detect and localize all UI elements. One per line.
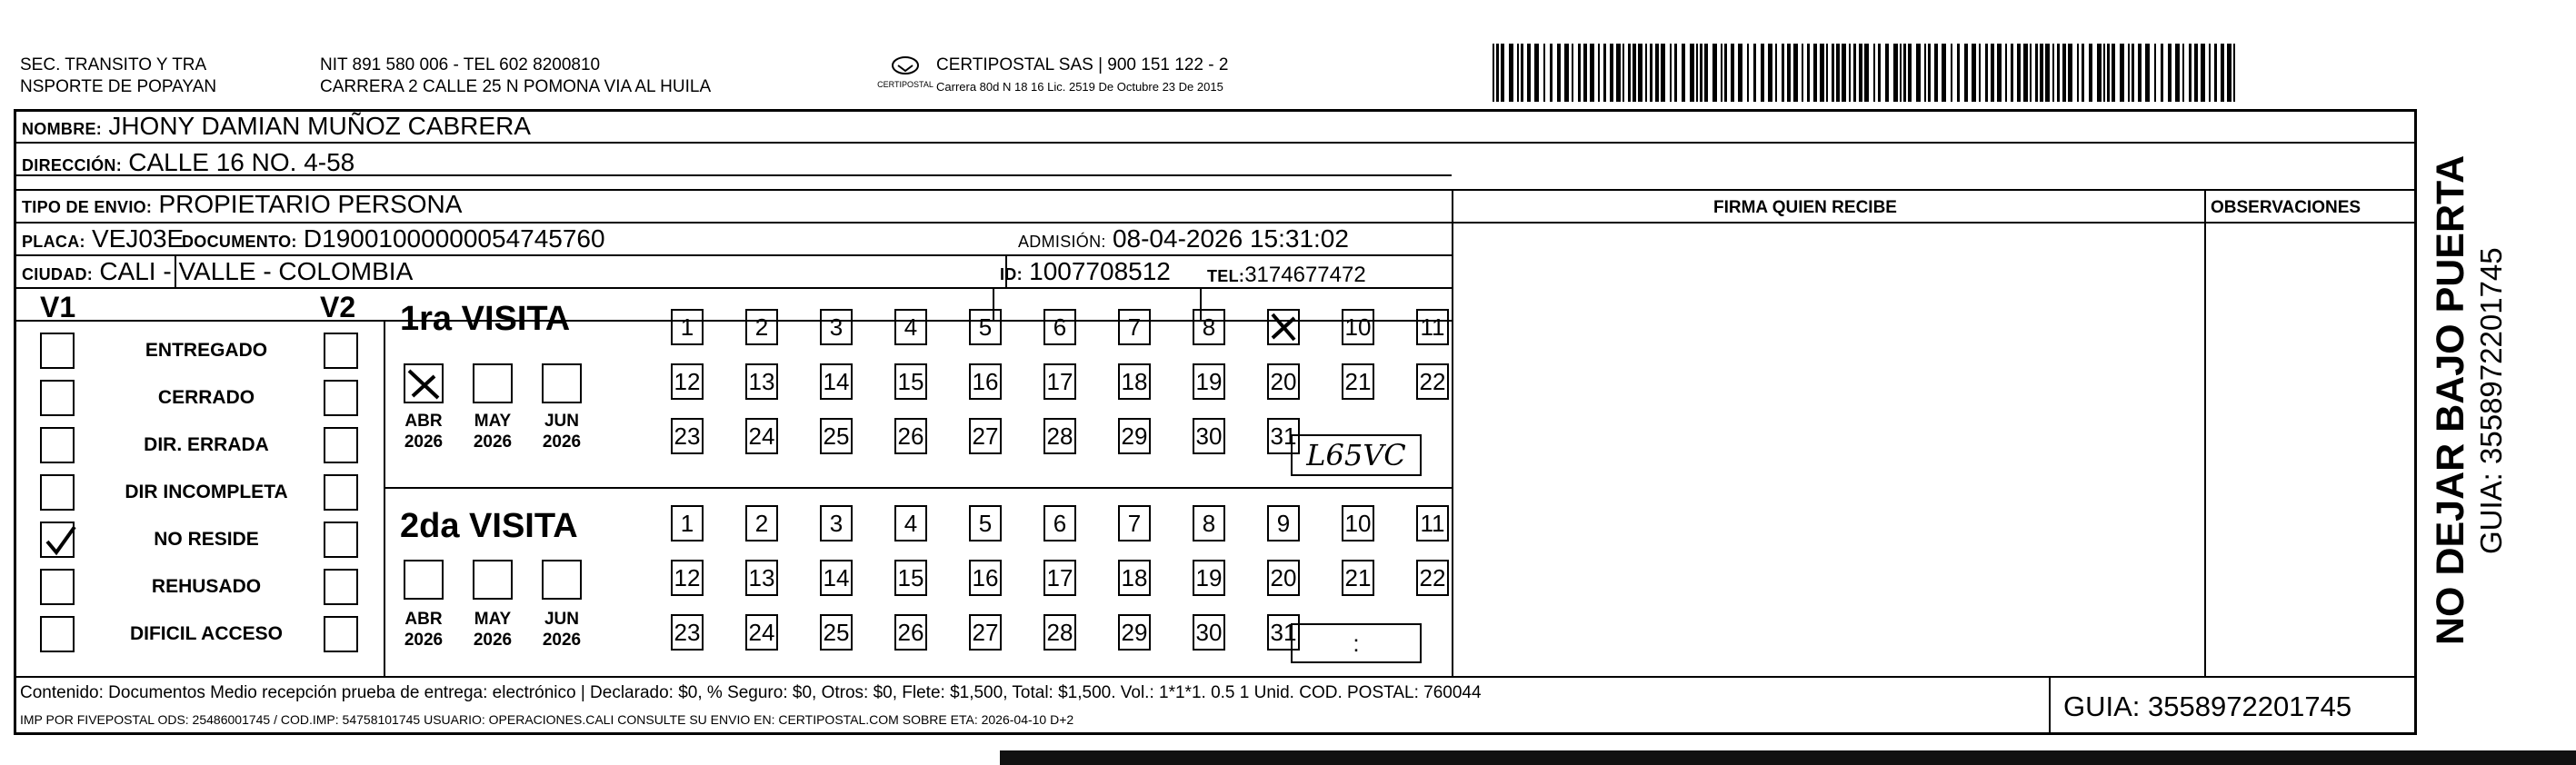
- day-box[interactable]: 8: [1193, 309, 1225, 345]
- day-box[interactable]: 3: [820, 309, 853, 345]
- row-divider: [14, 320, 1452, 322]
- v2-checkbox[interactable]: [324, 522, 358, 558]
- nombre-row: [22, 113, 531, 143]
- v1-checkbox[interactable]: [40, 333, 75, 369]
- day-box[interactable]: 15: [894, 363, 927, 400]
- day-box[interactable]: 14: [820, 560, 853, 596]
- day-box[interactable]: 12: [671, 363, 704, 400]
- barcode-bar: [2035, 44, 2038, 102]
- day-box[interactable]: 21: [1342, 363, 1374, 400]
- day-box[interactable]: 13: [745, 363, 778, 400]
- barcode-bar: [1859, 44, 1862, 102]
- courier-line-2: Carrera 80d N 18 16 Lic. 2519 De Octubre 23 De 2015: [936, 80, 1223, 94]
- barcode-bar: [1509, 44, 1513, 102]
- barcode-bar: [1972, 44, 1976, 102]
- visit2-time-field[interactable]: :: [1291, 623, 1422, 663]
- firma-header: FIRMA QUIEN RECIBE: [1713, 198, 1897, 217]
- day-box[interactable]: 21: [1342, 560, 1374, 596]
- barcode-bar: [2017, 44, 2021, 102]
- barcode-bar: [1721, 44, 1722, 102]
- ciudad-cell: [22, 258, 413, 288]
- barcode-bar: [1650, 44, 1652, 102]
- tel-label: TEL:: [1207, 267, 1245, 285]
- barcode-bar: [1951, 44, 1952, 102]
- observaciones-divider: [2204, 189, 2206, 676]
- visit-divider: [384, 320, 385, 676]
- day-box[interactable]: 14: [820, 363, 853, 400]
- barcode-bar: [2052, 44, 2054, 102]
- v1-checkbox[interactable]: [40, 474, 75, 511]
- month-year: 2026: [542, 631, 582, 650]
- month-label: [394, 609, 453, 651]
- courier-block: [936, 55, 1228, 94]
- barcode-bar: [1775, 44, 1777, 102]
- day-box[interactable]: 10: [1342, 505, 1374, 541]
- day-box[interactable]: 6: [1043, 309, 1076, 345]
- certipostal-logo-icon: [873, 51, 938, 93]
- barcode-bar: [1942, 44, 1946, 102]
- barcode-bar: [1849, 44, 1851, 102]
- barcode-bar: [1985, 44, 1988, 102]
- day-box[interactable]: 28: [1043, 614, 1076, 651]
- barcode-bar: [2062, 44, 2066, 102]
- courier-line-1: CERTIPOSTAL SAS | 900 151 122 - 2: [936, 55, 1229, 75]
- barcode-bar: [1496, 44, 1499, 102]
- day-box[interactable]: 4: [894, 309, 927, 345]
- month-year: 2026: [404, 631, 444, 650]
- month-label: [464, 411, 522, 452]
- status-label: NO RESIDE: [154, 529, 259, 550]
- day-box[interactable]: 22: [1416, 363, 1449, 400]
- direccion-value: CALLE 16 NO. 4-58: [128, 148, 355, 176]
- day-box[interactable]: 30: [1193, 614, 1225, 651]
- barcode-bar: [2057, 44, 2060, 102]
- nit-line-2: CARRERA 2 CALLE 25 N POMONA VIA AL HUILA: [320, 77, 712, 96]
- barcode-bar: [1826, 44, 1828, 102]
- barcode-bar: [1873, 44, 1875, 102]
- day-box[interactable]: 20: [1267, 560, 1300, 596]
- barcode-bar: [1731, 44, 1734, 102]
- barcode-bar: [2194, 44, 2198, 102]
- day-box[interactable]: 9: [1267, 505, 1300, 541]
- observaciones-header: OBSERVACIONES: [2211, 198, 2361, 217]
- day-box[interactable]: 12: [671, 560, 704, 596]
- barcode-bar: [2214, 44, 2217, 102]
- admision-label: ADMISIÓN:: [1018, 233, 1106, 251]
- barcode-bar: [1903, 44, 1906, 102]
- barcode-bar: [1682, 44, 1685, 102]
- svg-text:CERTIPOSTAL: CERTIPOSTAL: [877, 80, 934, 89]
- barcode-bar: [1893, 44, 1898, 102]
- day-box[interactable]: 11: [1416, 505, 1449, 541]
- barcode-bar: [2030, 44, 2032, 102]
- barcode-bar: [1572, 44, 1573, 102]
- barcode-bar: [1616, 44, 1621, 102]
- barcode-bar: [1645, 44, 1647, 102]
- barcode-bar: [1957, 44, 1960, 102]
- barcode-bar: [2040, 44, 2043, 102]
- barcode-bar: [1564, 44, 1569, 102]
- barcode-bar: [1753, 44, 1756, 102]
- barcode-bar: [1670, 44, 1672, 102]
- barcode-bar: [1578, 44, 1581, 102]
- firma-divider: [1452, 189, 1453, 676]
- day-box[interactable]: 6: [1043, 505, 1076, 541]
- day-box[interactable]: 30: [1193, 418, 1225, 454]
- barcode-bar: [1527, 44, 1531, 102]
- v1-checkbox[interactable]: [40, 569, 75, 605]
- barcode-bar: [1704, 44, 1708, 102]
- barcode-bar: [1638, 44, 1642, 102]
- barcode-bar: [1820, 44, 1824, 102]
- barcode-bar: [1878, 44, 1881, 102]
- barcode-bar: [2077, 44, 2079, 102]
- no-dejar-bajo-puerta: NO DEJAR BAJO PUERTA: [2429, 154, 2472, 645]
- barcode-bar: [1712, 44, 1717, 102]
- day-box[interactable]: 5: [969, 505, 1002, 541]
- month-name: MAY: [474, 610, 512, 629]
- barcode-bar: [1807, 44, 1810, 102]
- day-box[interactable]: 25: [820, 418, 853, 454]
- scan-edge: [1000, 750, 2576, 765]
- barcode-bar: [1885, 44, 1889, 102]
- month-year: 2026: [542, 432, 582, 452]
- visit1-title: 1ra VISITA: [400, 300, 571, 338]
- nombre-label: NOMBRE:: [22, 120, 103, 138]
- month-checkbox[interactable]: [542, 363, 582, 403]
- day-box[interactable]: 31: [1267, 418, 1300, 454]
- month-name: JUN: [544, 610, 579, 629]
- day-box[interactable]: 3: [820, 505, 853, 541]
- barcode-bar: [2182, 44, 2184, 102]
- month-name: MAY: [474, 412, 512, 431]
- barcode-bar: [2082, 44, 2084, 102]
- v1-label: V1: [40, 291, 76, 323]
- barcode-bar: [2132, 44, 2134, 102]
- admision-value: 08-04-2026 15:31:02: [1112, 224, 1349, 253]
- barcode-bar: [1787, 44, 1791, 102]
- day-box[interactable]: 19: [1193, 363, 1225, 400]
- month-checkbox[interactable]: [473, 560, 513, 600]
- barcode-bar: [2227, 44, 2232, 102]
- placa-value: VEJ03E: [92, 224, 185, 253]
- barcode-bar: [1864, 44, 1869, 102]
- status-label: DIFICIL ACCESO: [129, 623, 283, 644]
- month-label: [464, 609, 522, 651]
- guia-divider: [2049, 676, 2051, 735]
- barcode-bar: [1991, 44, 1994, 102]
- barcode-bar: [2233, 44, 2235, 102]
- barcode-bar: [2107, 44, 2110, 102]
- month-year: 2026: [473, 432, 513, 452]
- nombre-value: JHONY DAMIAN MUÑOZ CABRERA: [108, 112, 531, 140]
- barcode-bar: [1550, 44, 1553, 102]
- barcode-bar: [1802, 44, 1803, 102]
- barcode-bar: [1853, 44, 1856, 102]
- v2-checkbox[interactable]: [324, 333, 358, 369]
- barcode-bar: [1813, 44, 1817, 102]
- month-name: ABR: [404, 412, 443, 431]
- visit-divider: [384, 487, 1452, 489]
- day-box[interactable]: 5: [969, 309, 1002, 345]
- visit1-time-handwritten: L65VC: [1291, 434, 1422, 476]
- direccion-row: [22, 149, 354, 179]
- barcode-bar: [1628, 44, 1631, 102]
- contenido-line: Contenido: Documentos Medio recepción prueba de entrega: electrónico | Declarado: $0, % Seguro: $0, Otros: $0, Flete: $1,500, Total: $1,500. Vol.: 1*1*1. 0.5 1 Unid. COD. POSTAL: 760044: [20, 683, 1482, 702]
- barcode-bar: [2145, 44, 2150, 102]
- id-cell: [1000, 258, 1171, 288]
- day-box[interactable]: 28: [1043, 418, 1076, 454]
- barcode-bar: [1610, 44, 1613, 102]
- barcode-bar: [1908, 44, 1912, 102]
- barcode-bar: [1534, 44, 1539, 102]
- month-checkbox[interactable]: [473, 363, 513, 403]
- day-box[interactable]: 8: [1193, 505, 1225, 541]
- day-box[interactable]: 13: [745, 560, 778, 596]
- v1-checkbox[interactable]: [40, 616, 75, 652]
- barcode-bar: [2011, 44, 2013, 102]
- sender-line-2: NSPORTE DE POPAYAN: [20, 77, 217, 96]
- barcode-bar: [1842, 44, 1846, 102]
- barcode-bar: [1997, 44, 2002, 102]
- documento-label: DOCUMENTO:: [182, 233, 297, 251]
- barcode-bar: [1832, 44, 1834, 102]
- barcode-bar: [1900, 44, 1902, 102]
- month-label: [533, 609, 591, 651]
- v1-checkbox[interactable]: [40, 427, 75, 463]
- v2-label: V2: [320, 291, 356, 323]
- barcode-bar: [1557, 44, 1561, 102]
- tipo-row: [22, 191, 462, 221]
- barcode-bar: [1934, 44, 1938, 102]
- month-label: [394, 411, 453, 452]
- barcode-bar: [1793, 44, 1798, 102]
- day-box[interactable]: 11: [1416, 309, 1449, 345]
- day-box[interactable]: 26: [894, 418, 927, 454]
- day-box[interactable]: 16: [969, 560, 1002, 596]
- day-box[interactable]: 23: [671, 418, 704, 454]
- barcode-bar: [1622, 44, 1624, 102]
- barcode-bar: [1964, 44, 1968, 102]
- documento-cell: [182, 225, 605, 255]
- day-box[interactable]: 18: [1118, 363, 1151, 400]
- sender-block: [20, 55, 216, 98]
- barcode-bar: [1632, 44, 1636, 102]
- barcode-bar: [1924, 44, 1926, 102]
- barcode-bar: [1583, 44, 1587, 102]
- v1-checkbox[interactable]: [40, 380, 75, 416]
- day-box[interactable]: 18: [1118, 560, 1151, 596]
- barcode-bar: [2103, 44, 2105, 102]
- v2-checkbox[interactable]: [324, 427, 358, 463]
- day-box[interactable]: 1: [671, 505, 704, 541]
- placa-label: PLACA:: [22, 233, 85, 251]
- day-box[interactable]: 16: [969, 363, 1002, 400]
- month-year: 2026: [473, 631, 513, 650]
- barcode-bar: [2005, 44, 2007, 102]
- barcode-bar: [2209, 44, 2211, 102]
- row-divider: [14, 222, 2417, 224]
- day-box[interactable]: 29: [1118, 418, 1151, 454]
- month-year: 2026: [404, 432, 444, 452]
- admision-cell: [1018, 225, 1349, 255]
- status-label: CERRADO: [157, 387, 255, 408]
- barcode-bar: [1928, 44, 1931, 102]
- documento-value: D19001000000054745760: [303, 224, 605, 253]
- barcode-bar: [1543, 44, 1545, 102]
- day-box[interactable]: 29: [1118, 614, 1151, 651]
- barcode-bar: [2128, 44, 2130, 102]
- id-label: ID:: [1000, 265, 1023, 283]
- barcode-bar: [1747, 44, 1749, 102]
- side-guia: GUIA: 3558972201745: [2474, 247, 2508, 554]
- barcode-bar: [1696, 44, 1698, 102]
- status-label: DIR INCOMPLETA: [125, 482, 288, 502]
- barcode-bar: [2168, 44, 2172, 102]
- imp-line: IMP POR FIVEPOSTAL ODS: 25486001745 / COD.IMP: 54758101745 USUARIO: OPERACIONES.CALI CONSULTE SU ENVIO EN: CERTIPOSTAL.COM SOBRE ETA: 2026-04-10 D+2: [20, 712, 1074, 727]
- barcode-bar: [2161, 44, 2163, 102]
- barcode-bar: [2221, 44, 2224, 102]
- nit-line-1: NIT 891 580 006 - TEL 602 8200810: [320, 55, 601, 75]
- barcode-bar: [1700, 44, 1702, 102]
- day-box[interactable]: 22: [1416, 560, 1449, 596]
- barcode-bar: [1517, 44, 1519, 102]
- id-value: 1007708512: [1029, 257, 1171, 285]
- barcode-bar: [2045, 44, 2050, 102]
- ciudad-label: CIUDAD:: [22, 265, 94, 283]
- day-box[interactable]: 17: [1043, 560, 1076, 596]
- day-box[interactable]: 24: [745, 614, 778, 651]
- barcode-bar: [1598, 44, 1600, 102]
- month-label: [533, 411, 591, 452]
- barcode-bar: [1690, 44, 1694, 102]
- day-box[interactable]: 27: [969, 418, 1002, 454]
- barcode-bar: [1979, 44, 1981, 102]
- day-box[interactable]: 25: [820, 614, 853, 651]
- status-label: DIR. ERRADA: [144, 434, 269, 455]
- barcode-bar: [2201, 44, 2205, 102]
- barcode-bar: [1501, 44, 1504, 102]
- barcode-bar: [1661, 44, 1665, 102]
- tel-cell: [1207, 260, 1366, 290]
- v1-checkbox[interactable]: [40, 522, 75, 558]
- day-box[interactable]: 20: [1267, 363, 1300, 400]
- barcode-bar: [1674, 44, 1677, 102]
- day-box[interactable]: 23: [671, 614, 704, 651]
- ciudad-value: CALI - VALLE - COLOMBIA: [99, 257, 414, 285]
- sender-line-1: SEC. TRANSITO Y TRA: [20, 55, 207, 75]
- tel-value: 3174677472: [1244, 263, 1366, 287]
- day-box[interactable]: 1: [671, 309, 704, 345]
- month-name: ABR: [404, 610, 443, 629]
- barcode-bar: [1493, 44, 1494, 102]
- barcode-bar: [1761, 44, 1764, 102]
- status-label: REHUSADO: [151, 576, 262, 597]
- v2-checkbox[interactable]: [324, 616, 358, 652]
- tipo-value: PROPIETARIO PERSONA: [158, 190, 463, 218]
- day-box[interactable]: 19: [1193, 560, 1225, 596]
- barcode-bar: [2138, 44, 2142, 102]
- barcode-bar: [2068, 44, 2072, 102]
- footer-guia: GUIA: 3558972201745: [2063, 690, 2352, 722]
- barcode-bar: [1738, 44, 1742, 102]
- visit2-title: 2da VISITA: [400, 507, 578, 545]
- barcode-bar: [1603, 44, 1606, 102]
- v2-checkbox[interactable]: [324, 569, 358, 605]
- day-box[interactable]: 31: [1267, 614, 1300, 651]
- barcode-bar: [1590, 44, 1594, 102]
- barcode-bar: [1782, 44, 1784, 102]
- status-label: ENTREGADO: [145, 340, 268, 361]
- day-box[interactable]: 10: [1342, 309, 1374, 345]
- barcode-bar: [1724, 44, 1727, 102]
- barcode-bar: [2120, 44, 2124, 102]
- day-box[interactable]: 17: [1043, 363, 1076, 400]
- barcode: [1493, 44, 2238, 102]
- barcode-bar: [2154, 44, 2156, 102]
- barcode-bar: [1768, 44, 1772, 102]
- barcode-bar: [1655, 44, 1659, 102]
- barcode-bar: [2097, 44, 2102, 102]
- tipo-label: TIPO DE ENVIO:: [22, 198, 153, 216]
- month-checkbox[interactable]: [542, 560, 582, 600]
- day-box[interactable]: 4: [894, 505, 927, 541]
- barcode-bar: [1836, 44, 1840, 102]
- day-box[interactable]: 26: [894, 614, 927, 651]
- nit-block: [320, 55, 711, 98]
- v2-checkbox[interactable]: [324, 380, 358, 416]
- barcode-bar: [2189, 44, 2192, 102]
- day-box[interactable]: 15: [894, 560, 927, 596]
- month-name: JUN: [544, 412, 579, 431]
- barcode-bar: [2089, 44, 2092, 102]
- placa-cell: [22, 225, 184, 255]
- day-box-checked[interactable]: [1267, 309, 1300, 345]
- day-box[interactable]: 2: [745, 505, 778, 541]
- v2-checkbox[interactable]: [324, 474, 358, 511]
- barcode-bar: [2175, 44, 2180, 102]
- direccion-label: DIRECCIÓN:: [22, 156, 122, 174]
- barcode-bar: [1916, 44, 1921, 102]
- day-box[interactable]: 7: [1118, 309, 1151, 345]
- barcode-bar: [2023, 44, 2028, 102]
- day-box[interactable]: 24: [745, 418, 778, 454]
- day-box[interactable]: 2: [745, 309, 778, 345]
- day-box[interactable]: 27: [969, 614, 1002, 651]
- month-checkbox[interactable]: [404, 560, 444, 600]
- barcode-bar: [1521, 44, 1523, 102]
- row-divider: [14, 676, 2417, 678]
- month-checkbox[interactable]: [404, 363, 444, 403]
- day-box[interactable]: 7: [1118, 505, 1151, 541]
- barcode-bar: [2112, 44, 2115, 102]
